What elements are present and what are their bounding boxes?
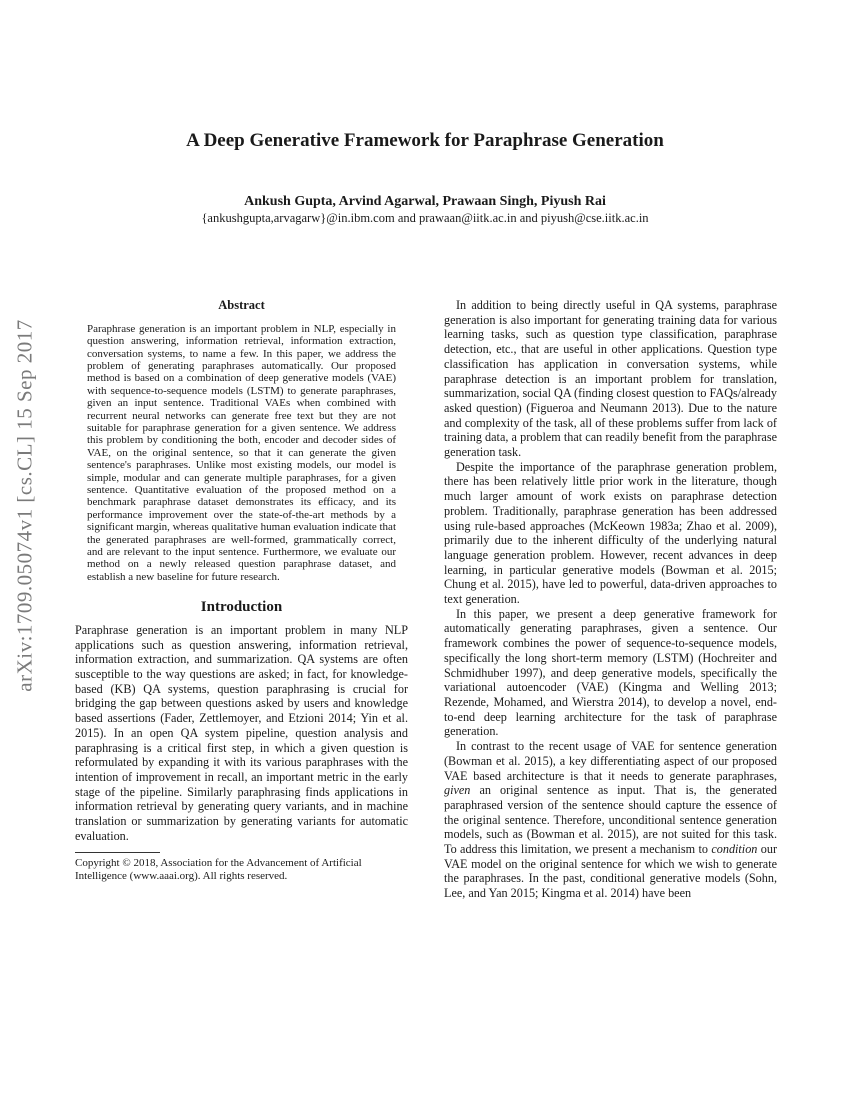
emphasis-condition: condition: [711, 842, 758, 857]
introduction-paragraph-3: Despite the importance of the paraphrase generation problem, there has been relatively little prior work in the literature, though much larger amount of work exists on paraphrase detection problem. Traditionally, paraphrase generation has been addressed using rule-based approaches (McKeown 1983a; Zhao et al. 2009), primarily due to the inherent difficulty of the underlying natural language generation problem. However, recent advances in deep learning, in particular generative models (Bowman et al. 2015; Chung et al. 2015), have led to powerful, data-driven approaches to text generation.: [444, 459, 777, 607]
abstract-text: Paraphrase generation is an important problem in NLP, especially in question answering, information retrieval, information extraction, conversation systems, to name a few. In this paper, we address the problem of generating paraphrases automatically. Our proposed method is based on a combination of deep generative models (VAE) with sequence-to-sequence models (LSTM) to generate paraphrases, given an input sentence. Traditional VAEs when combined with recurrent neural networks can generate free text but they are not suitable for paraphrase generation for a given sentence. We address this problem by conditioning the both, encoder and decoder sides of VAE, on the original sentence, so that it can generate the given sentence's paraphrases. Unlike most existing models, our model is simple, modular and can generate multiple paraphrases, for a given sentence. Quantitative evaluation of the proposed method on a benchmark paraphrase dataset demonstrates its efficacy, and its performance improvement over the state-of-the-art methods by a significant margin, whereas qualitative human evaluation indicate that the generated paraphrases are well-formed, grammatically correct, and are relevant to the input sentence. Furthermore, we evaluate our method on a newly released question paraphrase dataset, and establish a new baseline for future research.: [87, 322, 396, 583]
paper-title: A Deep Generative Framework for Paraphrase Generation: [186, 130, 664, 151]
introduction-paragraph-1: Paraphrase generation is an important problem in many NLP applications such as question answering, information retrieval, information extraction, and summarization. QA systems are often susceptible to the way questions are asked; in fact, for knowledge-based (KB) QA systems, question paraphrasing is crucial for bridging the gap between questions asked by users and knowledge based assertions (Fader, Zettlemoyer, and Etzioni 2014; Yin et al. 2015). In an open QA system pipeline, question analysis and paraphrasing is a critical first step, in which a given question is reformulated by expanding it with its various paraphrases with the intention of improvement in recall, an important metric in the early stage of the pipeline. Similarly paraphrasing finds applications in information retrieval by generating query variants, and in machine translation or summarization by generating variants for automatic evaluation.: [75, 622, 408, 843]
paragraph-5-part-b: an original sentence as input. That is, the generated paraphrased version of the sentence should capture the essence of the original sentence. Therefore, unconditional sentence generation models, such as (Bowman et al. 2015), are not suited for this task. To address this limitation, we present a mechanism to: [444, 783, 777, 857]
introduction-heading: Introduction: [200, 599, 283, 616]
introduction-paragraph-2: In addition to being directly useful in QA systems, paraphrase generation is also important for generating training data for various learning tasks, such as question type classification, paraphrase detection, etc., that are useful in other applications. Question type classification has application in conversation systems, while paraphrase detection is an important problem for translation, summarization, social QA (finding closest question to FAQs/already asked question) (Figueroa and Neumann 2013). Due to the nature and complexity of the task, all of these problems suffer from lack of training data, a problem that can readily benefit from the paraphrase generation task.: [444, 298, 777, 460]
author-emails: {ankushgupta,arvagarw}@in.ibm.com and prawaan@iitk.ac.in and piyush@cse.iitk.ac.in: [201, 211, 649, 225]
arxiv-identifier-text: arXiv:1709.05074v1 [cs.CL] 15 Sep 2017: [12, 318, 37, 692]
author-list: Ankush Gupta, Arvind Agarwal, Prawaan Singh, Piyush Rai: [244, 194, 606, 209]
left-column: [75, 298, 408, 883]
footnote-divider: [75, 852, 160, 853]
introduction-paragraph-5: [444, 739, 777, 901]
copyright-footnote: Copyright © 2018, Association for the Advancement of Artificial Intelligence (www.aaai.org). All rights reserved.: [75, 857, 362, 883]
arxiv-identifier-stamp: [10, 300, 40, 710]
paragraph-5-part-a: In contrast to the recent usage of VAE for sentence generation (Bowman et al. 2015), a key differentiating aspect of our proposed VAE based architecture is that it needs to generate paraphrases,: [444, 739, 777, 783]
right-column: [444, 298, 777, 901]
abstract-heading: Abstract: [218, 298, 265, 312]
paragraph-5-part-c: our VAE model on the original sentence for which we wish to generate the paraphrases. In the past, conditional generative models (Sohn, Lee, and Yan 2015; Kingma et al. 2014) have been: [444, 842, 777, 901]
emphasis-given: given: [444, 783, 471, 798]
introduction-paragraph-4: In this paper, we present a deep generative framework for automatically generating paraphrases, given a sentence. Our framework combines the power of sequence-to-sequence models, specifically the long short-term memory (LSTM) (Hochreiter and Schmidhuber 1997), and deep generative models, specifically the variational autoencoder (VAE) (Kingma and Welling 2013; Rezende, Mohamed, and Wierstra 2014), to develop a novel, end-to-end deep learning architecture for the task of paraphrase generation.: [444, 606, 777, 739]
